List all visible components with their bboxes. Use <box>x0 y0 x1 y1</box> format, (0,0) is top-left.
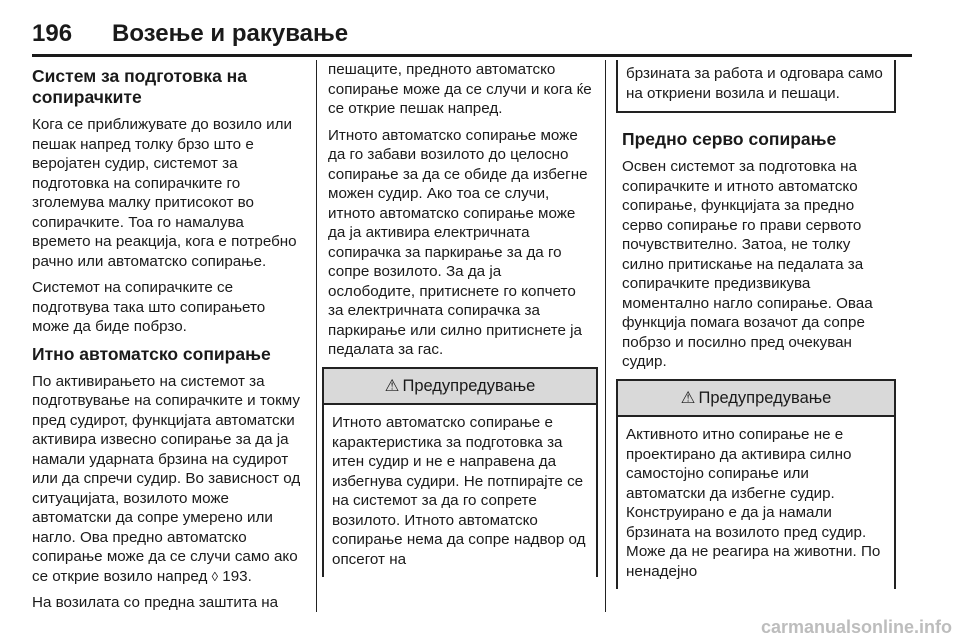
warning-box <box>322 367 598 578</box>
page-number: 196 <box>32 20 73 47</box>
paragraph-text: По активирањето на системот за подготвување на сопирачките и токму пред судирот, функцијата автоматски активира извесно сопирање за да ја намали ударната брзина на судирот или да спречи судир. Во зависност од ситуацијата, возилото може автоматски да сопре умерено или нагло. Ова предно автоматско сопирање може да се случи само ако се открие возило напред <box>32 372 301 585</box>
page-ref-arrow-icon: ◊ <box>211 568 219 584</box>
warning-continued-text: брзината за работа и одговара само на откриени возила и пешаци. <box>626 65 883 102</box>
paragraph: Освен системот за подготовка на сопирачките и итното автоматско сопирање, функцијата за предно серво сопирање го прави сервото почувствително. Затоа, не толку силно притискање на педалата за сопирачките предизвикува моментално нагло сопирање. Оваа функција помага возачот да сопре побрзо и посилно пред очекуван судир. <box>622 158 873 370</box>
warning-title: Предупредување <box>402 376 536 395</box>
header-rule <box>32 54 912 57</box>
warning-title: Предупредување <box>698 388 832 407</box>
page-header <box>32 10 912 58</box>
warning-text: Итното автоматско сопирање е карактеристика за подготовка за итен судир и не е направена да избегнува судири. Не потпирајте се на системот за да го сопрете возилото. Итното автоматско сопирање нема да сопре надвор од опсегот на <box>332 414 586 568</box>
column-divider-2 <box>605 60 606 612</box>
warning-header <box>324 369 596 406</box>
paragraph <box>32 372 304 587</box>
column-1 <box>32 60 304 620</box>
page-reference-link[interactable]: 193. <box>222 567 252 585</box>
warning-header <box>618 381 894 418</box>
warning-triangle-icon: ⚠ <box>384 376 400 395</box>
warning-continued-box <box>616 60 896 113</box>
column-3 <box>622 60 890 589</box>
paragraph: Итното автоматско сопирање може да го забави возилото до целосно сопирање за да се обиде да избегне можен судир. Ако тоа се случи, итното автоматско сопирање може да ја активира електричната сопирачка за паркирање за да го сопре возилото. За да ја ослободите, притиснете го копчето за електричната сопирачка за паркирање или силно притиснете ја педалата за гас. <box>328 126 588 358</box>
column-divider-1 <box>316 60 317 612</box>
section-heading-emergency-braking: Итно автоматско сопирање <box>32 343 271 364</box>
paragraph: Кога се приближувате до возило или пешак напред толку брзо што е веројатен судир, системот за подготовка на сопирачките го зголемува малку притисокот во сопирачките. Тоа го намалува времето на реакција, кога е потребно рачно или автоматско сопирање. <box>32 116 297 270</box>
paragraph: пешаците, предното автоматско сопирање може да се случи и кога ќе се открие пешак напред. <box>328 61 592 117</box>
watermark: carmanualsonline.info <box>760 617 952 637</box>
column-2 <box>328 60 592 577</box>
section-heading-brake-prep: Систем за подготовка на сопирачките <box>32 66 247 107</box>
warning-text: Активното итно сопирање не е проектирано да активира силно самостојно сопирање или автоматски да избегне судир. Конструирано е да ја намали брзината на возилото пред судир. Може да не реагира на животни. По ненадејно <box>626 426 881 580</box>
warning-triangle-icon: ⚠ <box>680 388 696 407</box>
section-heading-front-servo: Предно серво сопирање <box>622 129 837 149</box>
page-title: Возење и ракување <box>112 20 349 47</box>
paragraph: На возилата со предна заштита на <box>32 594 279 611</box>
warning-box <box>616 379 896 590</box>
paragraph: Системот на сопирачките се подготвува така што сопирањето може да биде побрзо. <box>32 279 266 335</box>
